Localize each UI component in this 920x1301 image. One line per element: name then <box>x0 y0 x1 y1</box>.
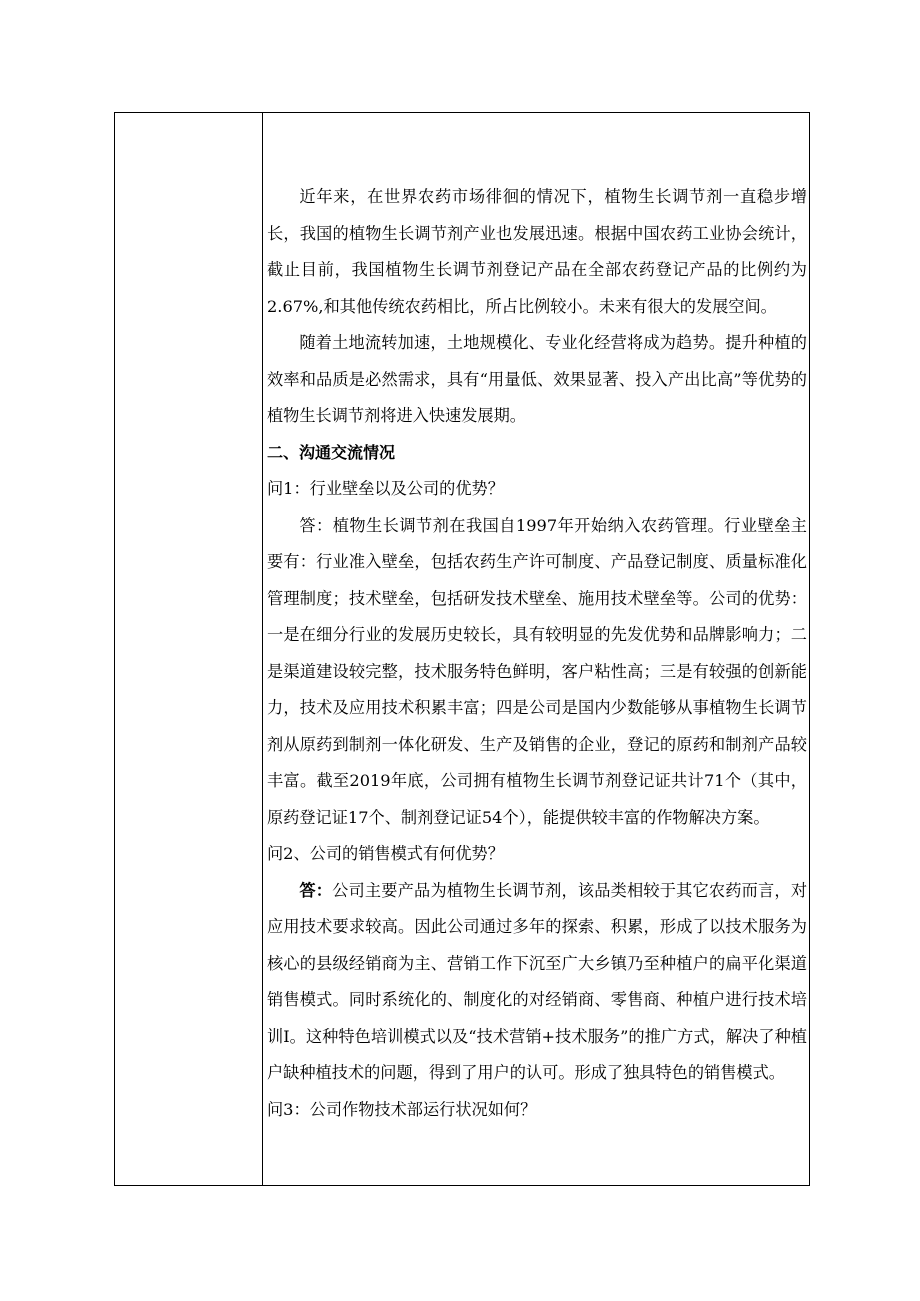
paragraph-market-overview: 近年来，在世界农药市场徘徊的情况下，植物生长调节剂一直稳步增长，我国的植物生长调节剂产业也发展迅速。根据中国农药工业协会统计，截止目前，我国植物生长调节剂登记产品在全部农药登记产品的比例约为2.67%,和其他传统农药相比，所占比例较小。未来有很大的发展空间。 <box>267 187 807 316</box>
section-heading: 二、沟通交流情况 <box>267 442 396 462</box>
document-table <box>114 112 810 1186</box>
paragraph-land-trend: 随着土地流转加速，土地规模化、专业化经营将成为趋势。提升种植的效率和品质是必然需求，具有“用量低、效果显著、投入产出比高”等优势的植物生长调节剂将进入快速发展期。 <box>267 333 807 425</box>
question-3: 问3：公司作物技术部运行状况如何？ <box>267 1099 537 1119</box>
left-column-cell <box>115 113 263 1185</box>
answer-2-lead: 答： <box>299 880 333 900</box>
answer-1: 答：植物生长调节剂在我国自1997年开始纳入农药管理。行业壁垒主要有：行业准入壁垒，包括农药生产许可制度、产品登记制度、质量标准化管理制度；技术壁垒，包括研发技术壁垒、施用技术壁垒等。公司的优势：一是在细分行业的发展历史较长，具有较明显的先发优势和品牌影响力；二是渠道建设较完整，技术服务特色鲜明，客户粘性高；三是有较强的创新能力，技术及应用技术积累丰富；四是公司是国内少数能够从事植物生长调节剂从原药到制剂一体化研发、生产及销售的企业，登记的原药和制剂产品较丰富。截至2019年底，公司拥有植物生长调节剂登记证共计71个（其中，原药登记证17个、制剂登记证54个），能提供较丰富的作物解决方案。 <box>267 515 807 827</box>
content-cell <box>263 113 809 1185</box>
question-2: 问2、公司的销售模式有何优势？ <box>267 844 504 863</box>
question-1: 问1：行业壁垒以及公司的优势？ <box>267 479 504 498</box>
content-text <box>267 179 807 1128</box>
answer-2 <box>267 873 807 1092</box>
answer-2-body: 公司主要产品为植物生长调节剂，该品类相较于其它农药而言，对应用技术要求较高。因此公司通过多年的探索、积累，形成了以技术服务为核心的县级经销商为主、营销工作下沉至广大乡镇乃至种植户的扁平化渠道销售模式。同时系统化的、制度化的对经销商、零售商、种植户进行技术培训I。这种特色培训模式以及“技术营销+技术服务”的推广方式，解决了种植户缺种植技术的问题，得到了用户的认可。形成了独具特色的销售模式。 <box>267 880 808 1082</box>
